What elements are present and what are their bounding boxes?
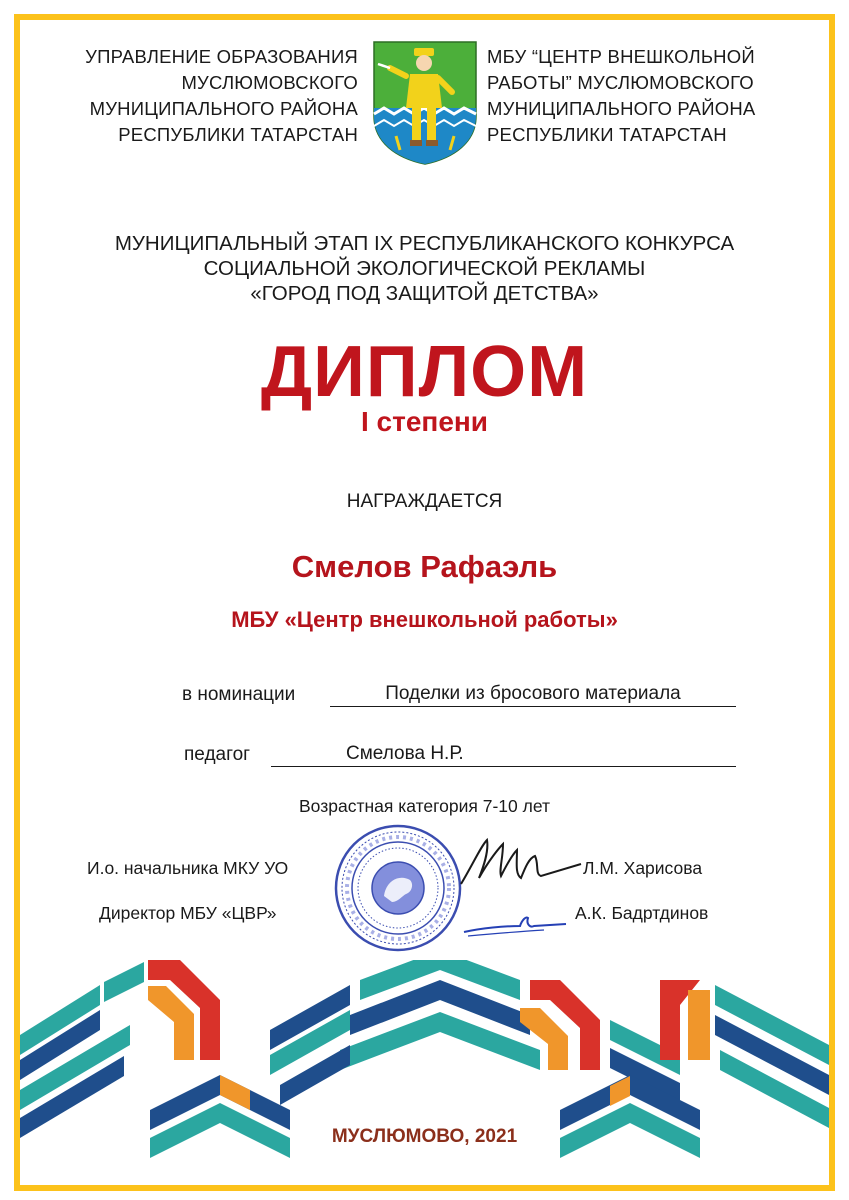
place-and-year: МУСЛЮМОВО, 2021	[331, 1126, 518, 1147]
ornament-left-group	[20, 960, 220, 1138]
contest-title	[0, 231, 849, 306]
header-right-line: РАБОТЫ” МУСЛЮМОВСКОГО	[487, 72, 754, 93]
second-signatory-name: А.К. Бадртдинов	[575, 903, 709, 923]
coat-of-arms-icon	[370, 38, 480, 166]
official-stamp-icon	[332, 822, 464, 954]
diploma-title: ДИПЛОМ	[260, 332, 589, 412]
first-signatory-title: И.о. начальника МКУ УО	[87, 858, 289, 878]
teacher-label: педагог	[184, 744, 251, 765]
header-right-line: МБУ “ЦЕНТР ВНЕШКОЛЬНОЙ	[487, 46, 755, 67]
header-left-org	[40, 44, 358, 148]
header-right-org	[487, 44, 807, 148]
first-signatory-name: Л.М. Харисова	[583, 858, 703, 878]
header-left-line: МУСЛЮМОВСКОГО	[181, 72, 358, 93]
nomination-value: Поделки из бросового материала	[330, 682, 736, 707]
recipient-name: Смелов Рафаэль	[291, 549, 558, 584]
second-signatory-title: Директор МБУ «ЦВР»	[99, 903, 277, 923]
awarded-label: НАГРАЖДАЕТСЯ	[346, 491, 503, 512]
contest-line: СОЦИАЛЬНОЙ ЭКОЛОГИЧЕСКОЙ РЕКЛАМЫ	[203, 257, 646, 280]
age-category: Возрастная категория 7-10 лет	[299, 796, 550, 816]
header-left-line: РЕСПУБЛИКИ ТАТАРСТАН	[118, 124, 358, 145]
recipient-organization: МБУ «Центр внешкольной работы»	[231, 607, 618, 632]
diploma-degree: I степени	[360, 406, 489, 437]
header-right-line: РЕСПУБЛИКИ ТАТАРСТАН	[487, 124, 727, 145]
contest-line: «ГОРОД ПОД ЗАЩИТОЙ ДЕТСТВА»	[250, 282, 599, 305]
contest-line: МУНИЦИПАЛЬНЫЙ ЭТАП IX РЕСПУБЛИКАНСКОГО КОНКУРСА	[114, 232, 735, 255]
teacher-value: Смелова Н.Р.	[271, 742, 736, 767]
handwritten-signature-icon	[460, 912, 570, 940]
handwritten-signature-icon	[455, 834, 585, 892]
header-left-line: МУНИЦИПАЛЬНОГО РАЙОНА	[89, 98, 358, 119]
nomination-label: в номинации	[182, 684, 296, 705]
header-right-line: МУНИЦИПАЛЬНОГО РАЙОНА	[487, 98, 756, 119]
header-left-line: УПРАВЛЕНИЕ ОБРАЗОВАНИЯ	[85, 46, 358, 67]
